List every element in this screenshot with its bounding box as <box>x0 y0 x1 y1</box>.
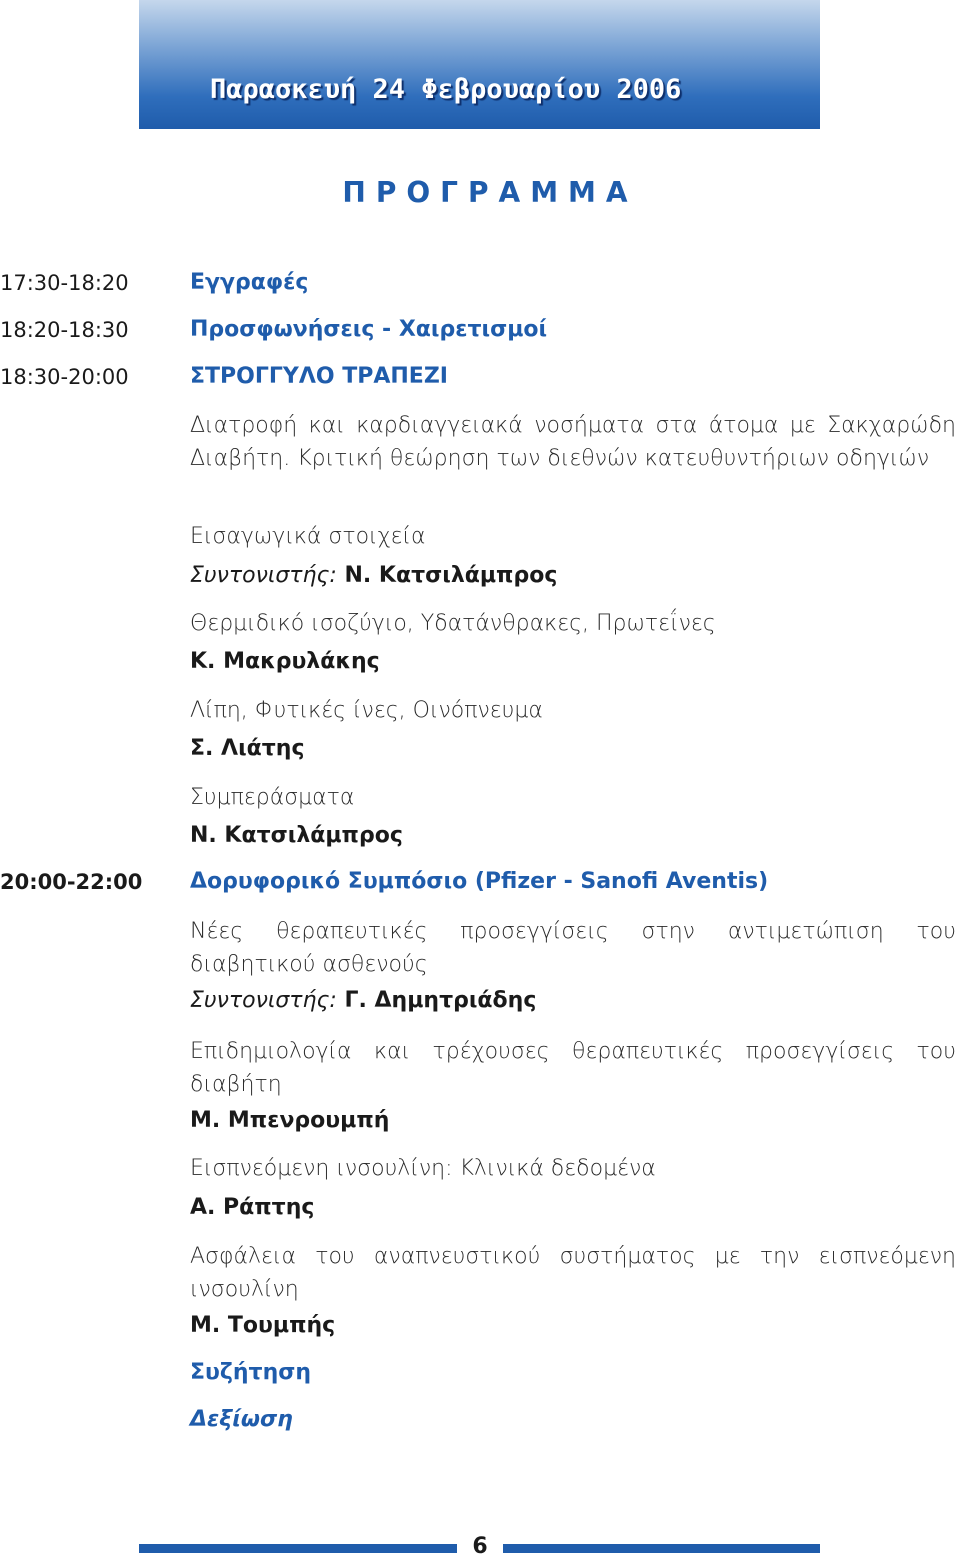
symposium-topic: Νέες θεραπευτικές προσεγγίσεις στην αντιμετώπιση του διαβητικού ασθενούς <box>190 919 956 977</box>
session-title: Προσφωνήσεις - Χαιρετισμοί <box>190 317 548 342</box>
session-time: 20:00-22:00 <box>0 870 143 894</box>
talk-topic: Λίπη, Φυτικές ίνες, Οινόπνευμα <box>190 698 543 723</box>
talk-topic: Εισπνεόμενη ινσουλίνη: Κλινικά δεδομένα <box>190 1156 656 1181</box>
talk-topic: Εισαγωγικά στοιχεία <box>190 524 426 549</box>
session-time: 18:30-20:00 <box>0 365 129 389</box>
program-title: ΠΡΟΓΡΑΜΜΑ <box>342 176 638 209</box>
session-title: ΣΤΡΟΓΓΥΛΟ ΤΡΑΠΕΖΙ <box>190 364 448 389</box>
speaker-name: Ν. Κατσιλάμπρος <box>344 563 558 588</box>
speaker-name: Σ. Λιάτης <box>190 736 305 761</box>
speaker-name: Α. Ράπτης <box>190 1195 315 1220</box>
talk-topic: Συμπεράσματα <box>190 785 355 810</box>
talk-topic: Θερμιδικό ισοζύγιο, Υδατάνθρακες, Πρωτεΐνες <box>190 611 716 636</box>
role-label: Συντονιστής: <box>190 988 337 1013</box>
role-label: Συντονιστής: <box>190 563 337 588</box>
header-banner <box>139 0 820 129</box>
talk-topic: Επιδημιολογία και τρέχουσες θεραπευτικές προσεγγίσεις του διαβήτη <box>190 1039 956 1097</box>
footer-rule-right <box>503 1544 820 1553</box>
talk-topic: Ασφάλεια του αναπνευστικού συστήματος με την εισπνεόμενη ινσουλίνη <box>190 1244 956 1302</box>
speaker-name: Κ. Μακρυλάκης <box>190 649 380 674</box>
page-number: 6 <box>472 1534 488 1559</box>
round-table-topic: Διατροφή και καρδιαγγειακά νοσήματα στα άτομα με Σακχαρώδη Διαβήτη. Κριτική θεώρηση των διεθνών κατευθυντήριων οδηγιών <box>190 413 956 471</box>
discussion-label: Συζήτηση <box>190 1360 312 1385</box>
event-date: Παρασκευή 24 Φεβρουαρίου 2006 <box>210 74 682 105</box>
session-title: Εγγραφές <box>190 270 309 295</box>
speaker-name: Γ. Δημητριάδης <box>344 988 537 1013</box>
session-title: Δορυφορικό Συμπόσιο (Pfizer - Sanofi Aventis) <box>190 869 769 894</box>
reception-label: Δεξίωση <box>190 1407 293 1432</box>
speaker-name: Μ. Τουμπής <box>190 1313 336 1338</box>
moderator-line <box>190 563 557 588</box>
session-time: 17:30-18:20 <box>0 271 129 295</box>
session-time: 18:20-18:30 <box>0 318 129 342</box>
speaker-name: Μ. Μπενρουμπή <box>190 1108 390 1133</box>
moderator-line <box>190 988 536 1013</box>
speaker-name: Ν. Κατσιλάμπρος <box>190 823 403 848</box>
footer-rule-left <box>139 1544 457 1553</box>
